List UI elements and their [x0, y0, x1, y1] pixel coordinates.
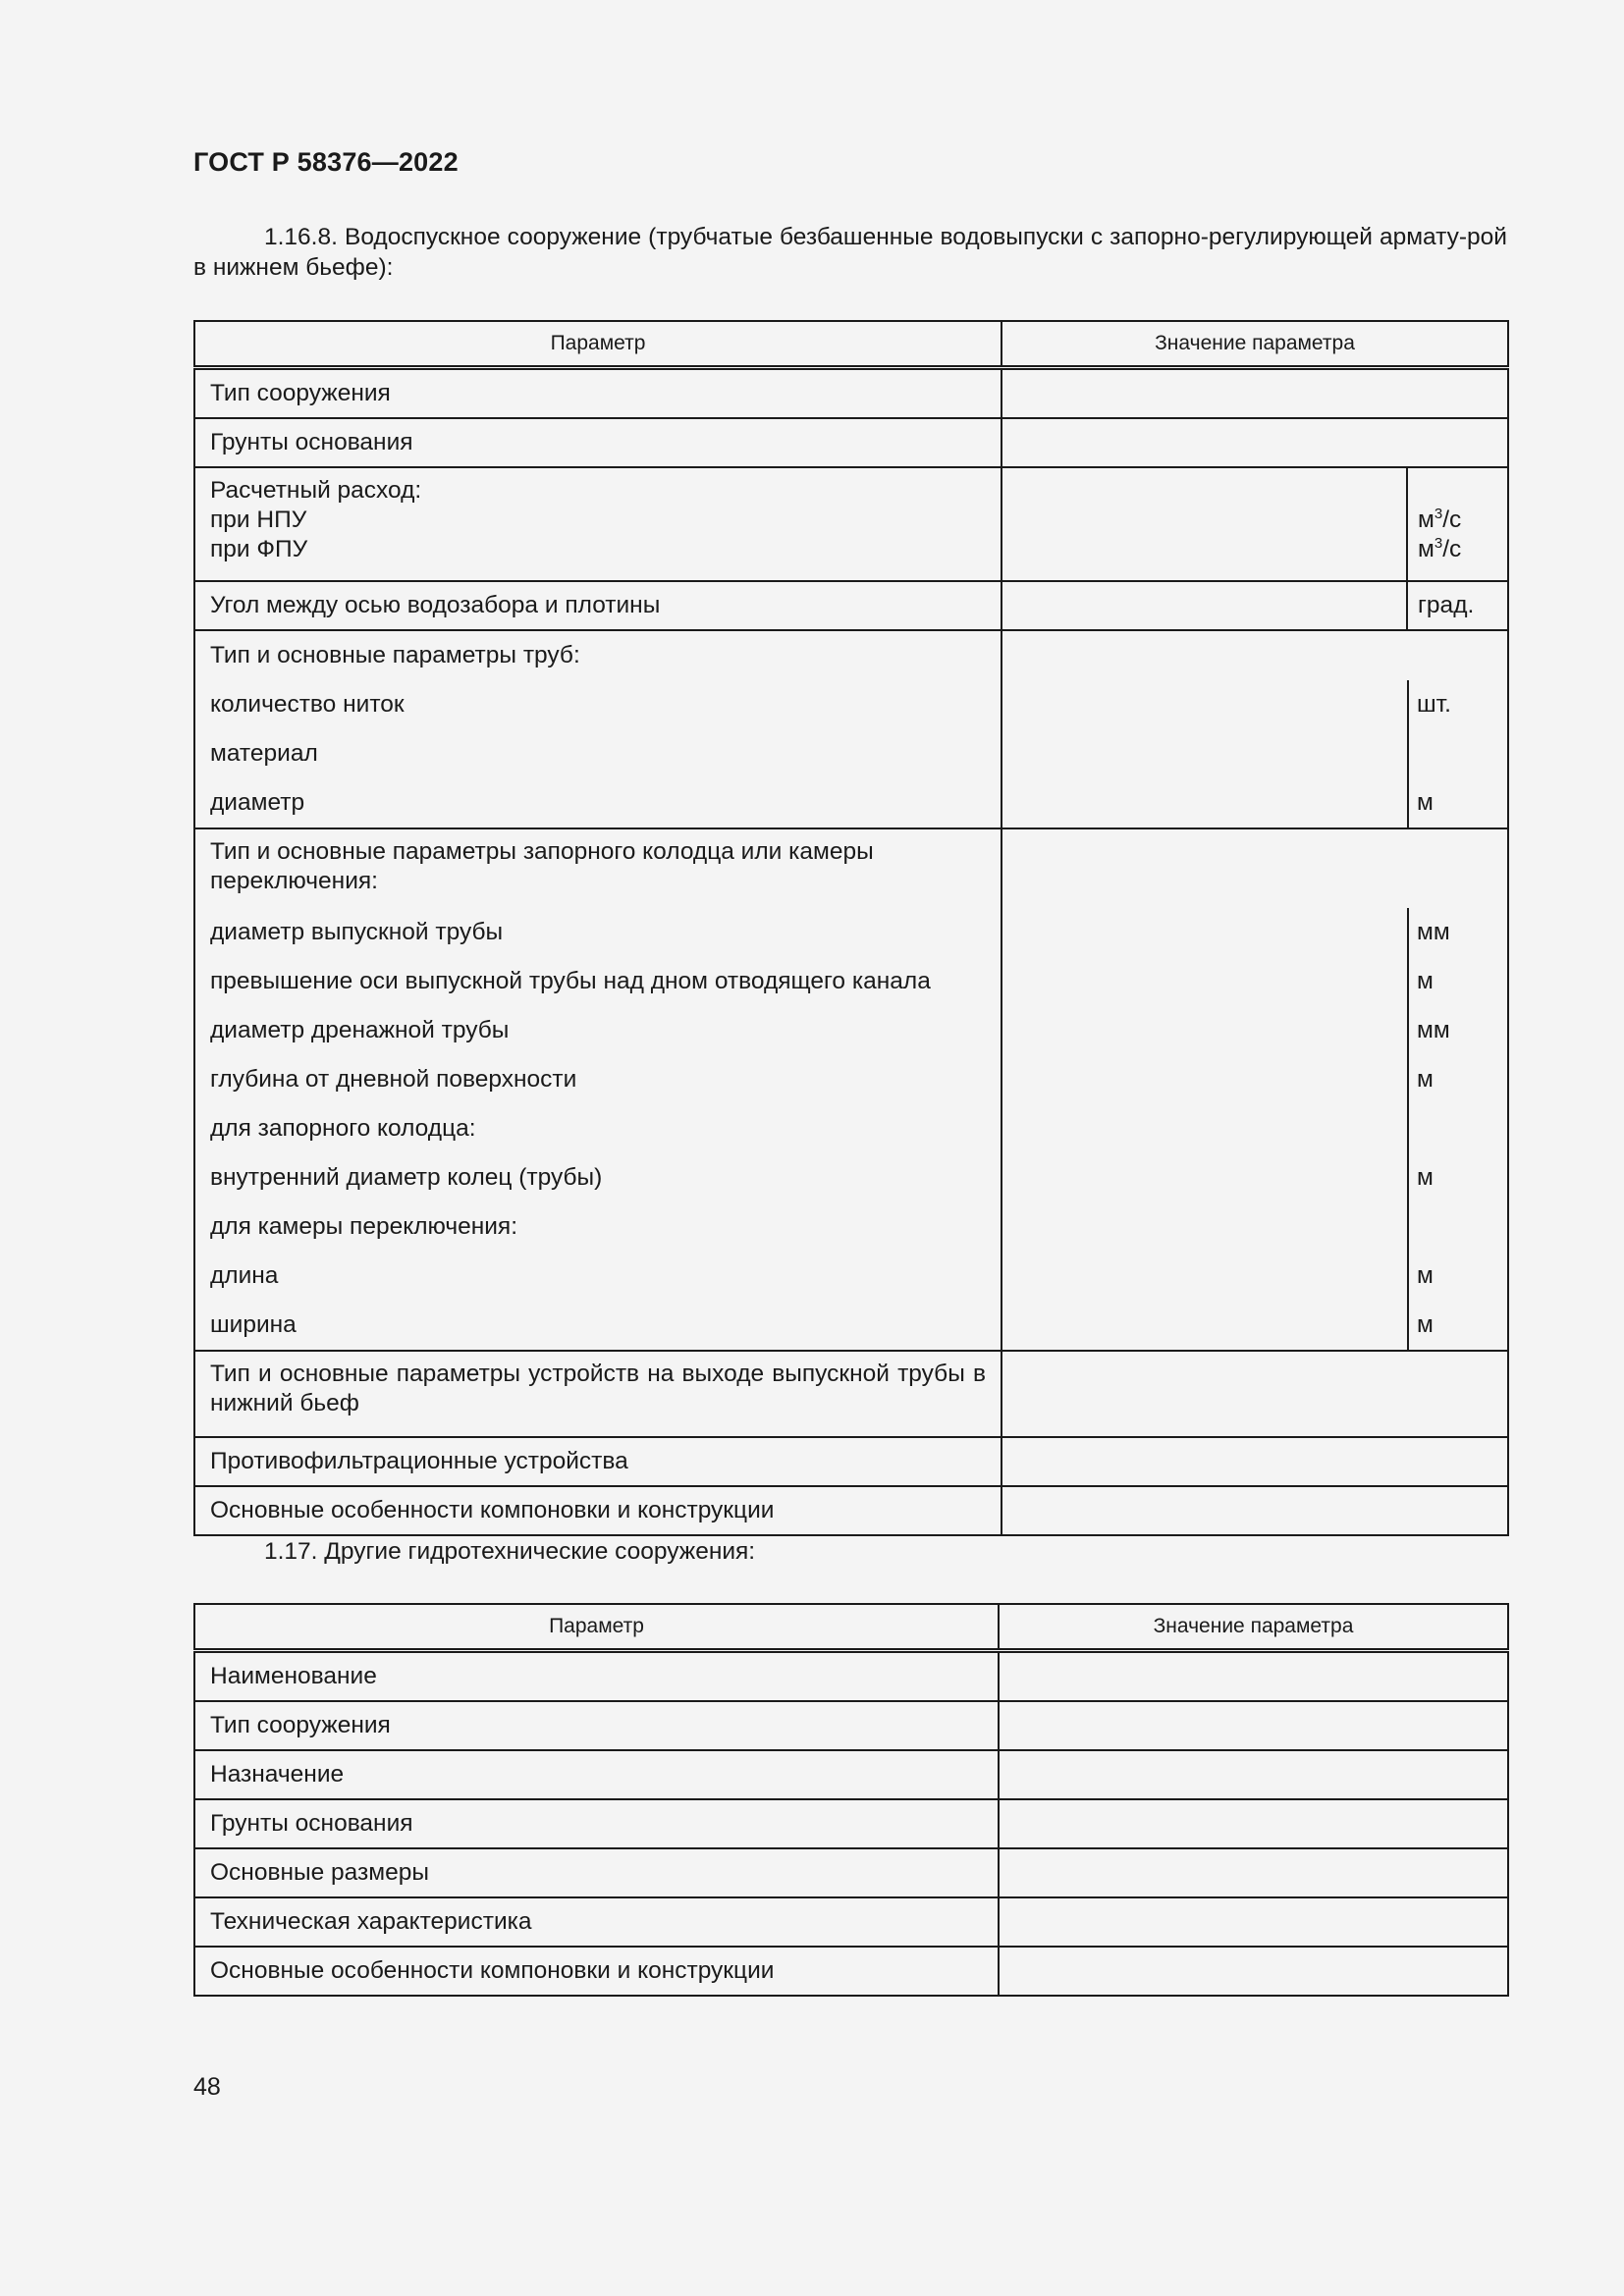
- well-drain-diameter-label: диаметр дренажной трубы: [210, 1017, 510, 1043]
- unit-pipes-material: [1417, 729, 1497, 778]
- unit-cell-flow: [1407, 467, 1508, 581]
- value-cell: [1001, 467, 1407, 581]
- table-header-row: [194, 321, 1508, 368]
- value-cell: [1001, 1486, 1508, 1535]
- value-cell: [999, 1651, 1508, 1702]
- table-row: [194, 1947, 1508, 1996]
- well-length-label: длина: [210, 1262, 279, 1289]
- row-label-soils: Грунты основания: [194, 418, 1001, 467]
- pipes-title: Тип и основные параметры труб:: [210, 642, 580, 668]
- well-axis-elevation-label: превышение оси выпускной трубы над дном отводящего канала: [210, 968, 931, 994]
- unit-well-ring-diameter: м: [1417, 1164, 1434, 1191]
- unit-well-axis-elevation: м: [1417, 968, 1434, 994]
- unit-well-length: м: [1417, 1262, 1434, 1289]
- value-cell: [1001, 1351, 1508, 1437]
- unit-well-shutoff: [1417, 1104, 1497, 1153]
- value-cell: [999, 1848, 1508, 1897]
- table-row: [194, 1750, 1508, 1799]
- row-label-type: Тип сооружения: [194, 368, 1001, 419]
- well-title: Тип и основные параметры запорного колодца или камеры переключения:: [210, 838, 874, 894]
- row-label-type: Тип сооружения: [194, 1701, 999, 1750]
- column-header-value: Значение параметра: [1001, 321, 1508, 368]
- document-header: ГОСТ Р 58376—2022: [193, 147, 459, 177]
- well-width-label: ширина: [210, 1311, 297, 1338]
- table-row: [194, 1701, 1508, 1750]
- unit-well-drain-diameter: мм: [1417, 1017, 1450, 1043]
- row-label-dimensions: Основные размеры: [194, 1848, 999, 1897]
- value-cell: [999, 1897, 1508, 1947]
- table-row: [194, 1799, 1508, 1848]
- column-header-value: Значение параметра: [999, 1604, 1508, 1651]
- unit-angle: град.: [1407, 581, 1508, 630]
- table-row: [194, 418, 1508, 467]
- unit-npu: $м^3/с$: [1418, 506, 1462, 533]
- well-shutoff-label: для запорного колодца:: [210, 1115, 476, 1142]
- unit-pipes-count: шт.: [1417, 691, 1451, 718]
- table-other-structures: [193, 1603, 1509, 1997]
- well-chamber-label: для камеры переключения:: [210, 1213, 518, 1240]
- column-header-parameter: Параметр: [194, 321, 1001, 368]
- table-row: [194, 1897, 1508, 1947]
- row-label-flow: [194, 467, 1001, 581]
- value-cell: [999, 1947, 1508, 1996]
- value-cell: [1001, 630, 1407, 828]
- row-label-specs: Техническая характеристика: [194, 1897, 999, 1947]
- pipes-diameter-label: диаметр: [210, 789, 305, 816]
- value-cell: [1001, 368, 1508, 419]
- flow-fpu-label: при ФПУ: [210, 536, 308, 562]
- table-row: [194, 467, 1508, 581]
- flow-title: Расчетный расход:: [210, 477, 422, 504]
- unit-cell-pipes: [1407, 630, 1508, 828]
- table-row: [194, 1848, 1508, 1897]
- well-depth-label: глубина от дневной поверхности: [210, 1066, 577, 1093]
- value-cell: [1001, 828, 1407, 1351]
- row-label-features: Основные особенности компоновки и конструкции: [194, 1947, 999, 1996]
- pipes-count-label: количество ниток: [210, 691, 405, 718]
- well-ring-diameter-label: внутренний диаметр колец (трубы): [210, 1164, 603, 1191]
- section-1-16-8-text: 1.16.8. Водоспускное сооружение (трубчатые безбашенные водовыпуски с запорно-регулирующей армату-рой в нижнем бьефе):: [193, 224, 1507, 281]
- table-row: [194, 368, 1508, 419]
- value-cell: [999, 1750, 1508, 1799]
- row-label-well: [194, 828, 1001, 1351]
- table-row: [194, 1651, 1508, 1702]
- unit-fpu: $м^3/с$: [1418, 535, 1462, 562]
- flow-npu-label: при НПУ: [210, 507, 307, 533]
- unit-well-outlet-diameter: мм: [1417, 919, 1450, 945]
- value-cell: [999, 1799, 1508, 1848]
- table-row: [194, 581, 1508, 630]
- unit-pipes-diameter: м: [1417, 789, 1434, 816]
- row-label-soils: Грунты основания: [194, 1799, 999, 1848]
- row-label-pipes: [194, 630, 1001, 828]
- page-number: 48: [193, 2073, 221, 2101]
- row-label-outlet: Тип и основные параметры устройств на выходе выпускной трубы в нижний бьеф: [194, 1351, 1001, 1437]
- value-cell: [999, 1701, 1508, 1750]
- row-label-antifilter: Противофильтрационные устройства: [194, 1437, 1001, 1486]
- row-label-features: Основные особенности компоновки и конструкции: [194, 1486, 1001, 1535]
- row-label-angle: Угол между осью водозабора и плотины: [194, 581, 1001, 630]
- unit-cell-well: [1407, 828, 1508, 1351]
- unit-well-chamber: [1417, 1202, 1497, 1252]
- column-header-parameter: Параметр: [194, 1604, 999, 1651]
- pipes-material-label: материал: [210, 740, 318, 767]
- table-row: [194, 828, 1508, 1351]
- row-label-name: Наименование: [194, 1651, 999, 1702]
- table-row: [194, 1351, 1508, 1437]
- row-label-purpose: Назначение: [194, 1750, 999, 1799]
- table-header-row: [194, 1604, 1508, 1651]
- well-outlet-diameter-label: диаметр выпускной трубы: [210, 919, 504, 945]
- table-row: [194, 1486, 1508, 1535]
- value-cell: [1001, 1437, 1508, 1486]
- table-row: [194, 1437, 1508, 1486]
- value-cell: [1001, 581, 1407, 630]
- table-row: [194, 630, 1508, 828]
- section-1-17-text: 1.17. Другие гидротехнические сооружения:: [264, 1538, 756, 1565]
- unit-well-depth: м: [1417, 1066, 1434, 1093]
- table-spillway-parameters: [193, 320, 1509, 1536]
- unit-well-width: м: [1417, 1311, 1434, 1338]
- value-cell: [1001, 418, 1508, 467]
